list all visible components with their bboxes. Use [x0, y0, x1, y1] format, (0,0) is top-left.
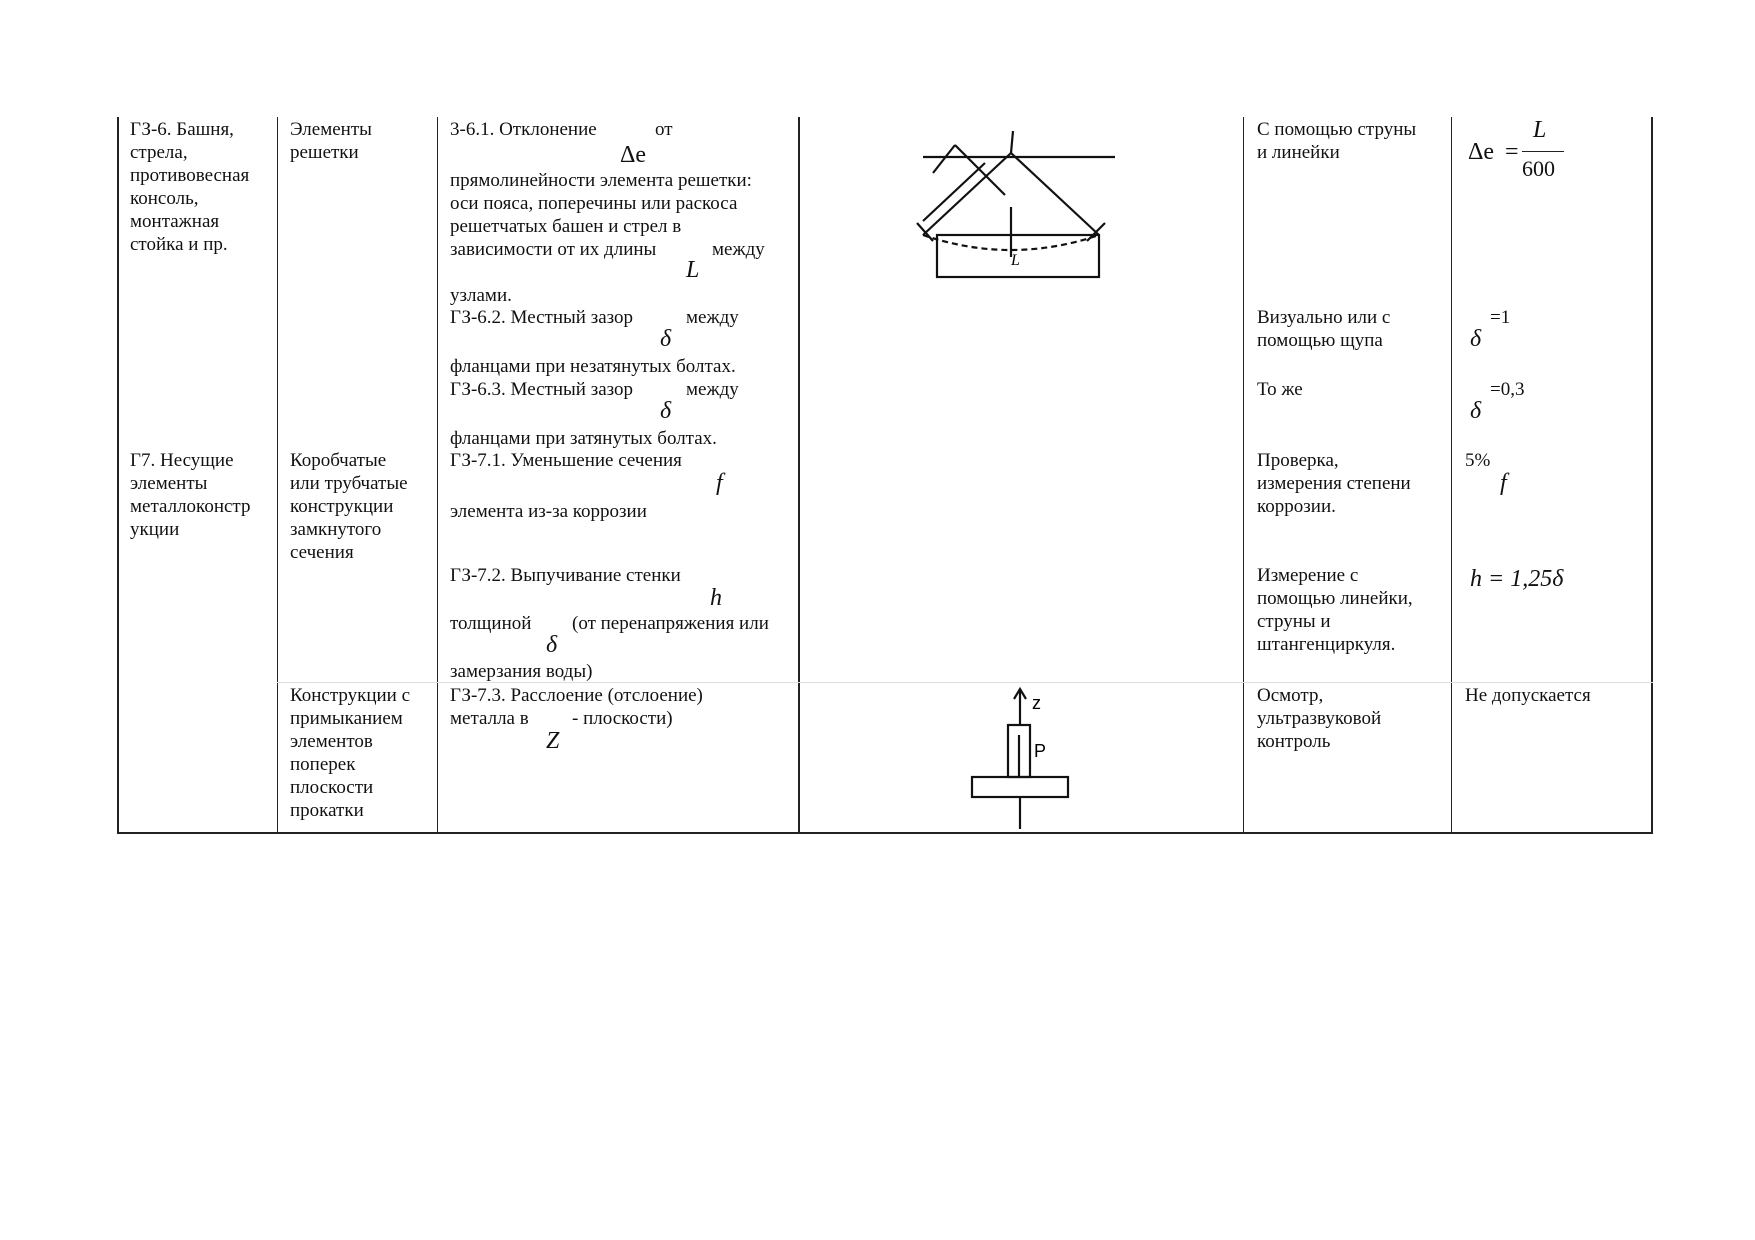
- group-text: элементы: [130, 473, 208, 494]
- method-text: Осмотр,: [1257, 685, 1324, 706]
- formula-denominator: 600: [1522, 156, 1555, 181]
- length-symbol: L: [686, 257, 700, 283]
- col-divider-4: [1243, 117, 1244, 834]
- element-text: Элементы: [290, 119, 372, 140]
- tolerance-value: =1: [1490, 307, 1511, 328]
- defect-text: - плоскости): [572, 708, 673, 729]
- group-text: стойка и пр.: [130, 234, 228, 255]
- defect-text: ГЗ-7.3. Расслоение (отслоение): [450, 685, 703, 706]
- col-divider-3: [798, 117, 800, 834]
- method-text: струны и: [1257, 611, 1331, 632]
- group-text: Г7. Несущие: [130, 450, 234, 471]
- method-text: и линейки: [1257, 142, 1340, 163]
- gap-symbol: δ: [1470, 398, 1482, 424]
- sketch-label-l: L: [1011, 252, 1020, 269]
- col-divider-5: [1451, 117, 1452, 834]
- method-text: коррозии.: [1257, 496, 1336, 517]
- method-text: То же: [1257, 379, 1303, 400]
- defect-text: элемента из-за коррозии: [450, 501, 647, 522]
- group-text: ГЗ-6. Башня,: [130, 119, 234, 140]
- defect-text: узлами.: [450, 285, 512, 306]
- formula-numerator: L: [1533, 117, 1547, 143]
- group-text: противовесная: [130, 165, 250, 186]
- table-border-left: [117, 117, 119, 834]
- defect-text: ГЗ-7.2. Выпучивание стенки: [450, 565, 681, 586]
- method-text: контроль: [1257, 731, 1331, 752]
- method-text: помощью щупа: [1257, 330, 1383, 351]
- defect-text: (от перенапряжения или: [572, 613, 769, 634]
- method-text: штангенциркуля.: [1257, 634, 1396, 655]
- z-axis-symbol: Z: [546, 728, 560, 754]
- method-text: измерения степени: [1257, 473, 1411, 494]
- defect-text: между: [686, 379, 739, 400]
- tolerance-value: =0,3: [1490, 379, 1525, 400]
- bulge-symbol: h: [710, 585, 722, 611]
- method-text: С помощью струны: [1257, 119, 1417, 140]
- defect-text: замерзания воды): [450, 661, 593, 682]
- gap-symbol: δ: [660, 398, 672, 424]
- tolerance-value: 5%: [1465, 450, 1491, 471]
- formula-lhs: Δe: [1468, 139, 1495, 165]
- defect-text: ГЗ-6.3. Местный зазор: [450, 379, 634, 400]
- defect-text: ГЗ-7.1. Уменьшение сечения: [450, 450, 682, 471]
- defect-text: толщиной: [450, 613, 532, 634]
- method-text: Измерение с: [1257, 565, 1359, 586]
- method-text: ультразвуковой: [1257, 708, 1382, 729]
- element-text: или трубчатые: [290, 473, 408, 494]
- group-text: укции: [130, 519, 180, 540]
- defect-text: фланцами при незатянутых болтах.: [450, 356, 736, 377]
- element-text: конструкции: [290, 496, 394, 517]
- element-text: решетки: [290, 142, 359, 163]
- table-border-bottom: [117, 832, 1653, 834]
- gap-symbol: δ: [1470, 326, 1482, 352]
- lattice-deviation-sketch: [915, 125, 1125, 290]
- element-text: Коробчатые: [290, 450, 387, 471]
- defect-text: ГЗ-6.2. Местный зазор: [450, 307, 634, 328]
- defect-text: прямолинейности элемента решетки:: [450, 170, 752, 191]
- sketch-label-p: P: [1034, 741, 1047, 761]
- formula-eq: =: [1505, 139, 1519, 165]
- defect-text: между: [712, 239, 765, 260]
- col-divider-2: [437, 117, 438, 834]
- method-text: Визуально или с: [1257, 307, 1391, 328]
- element-text: примыканием: [290, 708, 403, 729]
- section-loss-symbol: f: [1500, 470, 1507, 496]
- lamination-sketch: [960, 685, 1080, 830]
- element-text: Конструкции с: [290, 685, 411, 706]
- defect-text: между: [686, 307, 739, 328]
- table-border-right: [1651, 117, 1653, 834]
- element-text: элементов: [290, 731, 373, 752]
- method-text: помощью линейки,: [1257, 588, 1413, 609]
- method-text: Проверка,: [1257, 450, 1339, 471]
- fraction-bar: [1522, 151, 1564, 152]
- section-loss-symbol: f: [716, 470, 723, 496]
- defect-text: зависимости от их длины: [450, 239, 657, 260]
- delta-e-symbol: Δe: [620, 142, 647, 168]
- element-text: поперек: [290, 754, 356, 775]
- group-text: монтажная: [130, 211, 220, 232]
- bulge-formula: h = 1,25δ: [1470, 566, 1564, 592]
- defect-text: оси пояса, поперечины или раскоса: [450, 193, 738, 214]
- group-text: металлоконстр: [130, 496, 251, 517]
- element-text: плоскости: [290, 777, 374, 798]
- tolerance-value: Не допускается: [1465, 685, 1591, 706]
- gap-symbol: δ: [660, 326, 672, 352]
- thickness-symbol: δ: [546, 632, 558, 658]
- defect-text: решетчатых башен и стрел в: [450, 216, 682, 237]
- col-divider-1: [277, 117, 278, 834]
- element-text: сечения: [290, 542, 354, 563]
- element-text: замкнутого: [290, 519, 382, 540]
- element-text: прокатки: [290, 800, 364, 821]
- defect-text: металла в: [450, 708, 529, 729]
- sketch-label-z: z: [1032, 693, 1041, 713]
- defect-text: фланцами при затянутых болтах.: [450, 428, 717, 449]
- group-text: стрела,: [130, 142, 188, 163]
- defect-text: 3-6.1. Отклонение: [450, 119, 597, 140]
- defect-text: от: [655, 119, 673, 140]
- group-text: консоль,: [130, 188, 199, 209]
